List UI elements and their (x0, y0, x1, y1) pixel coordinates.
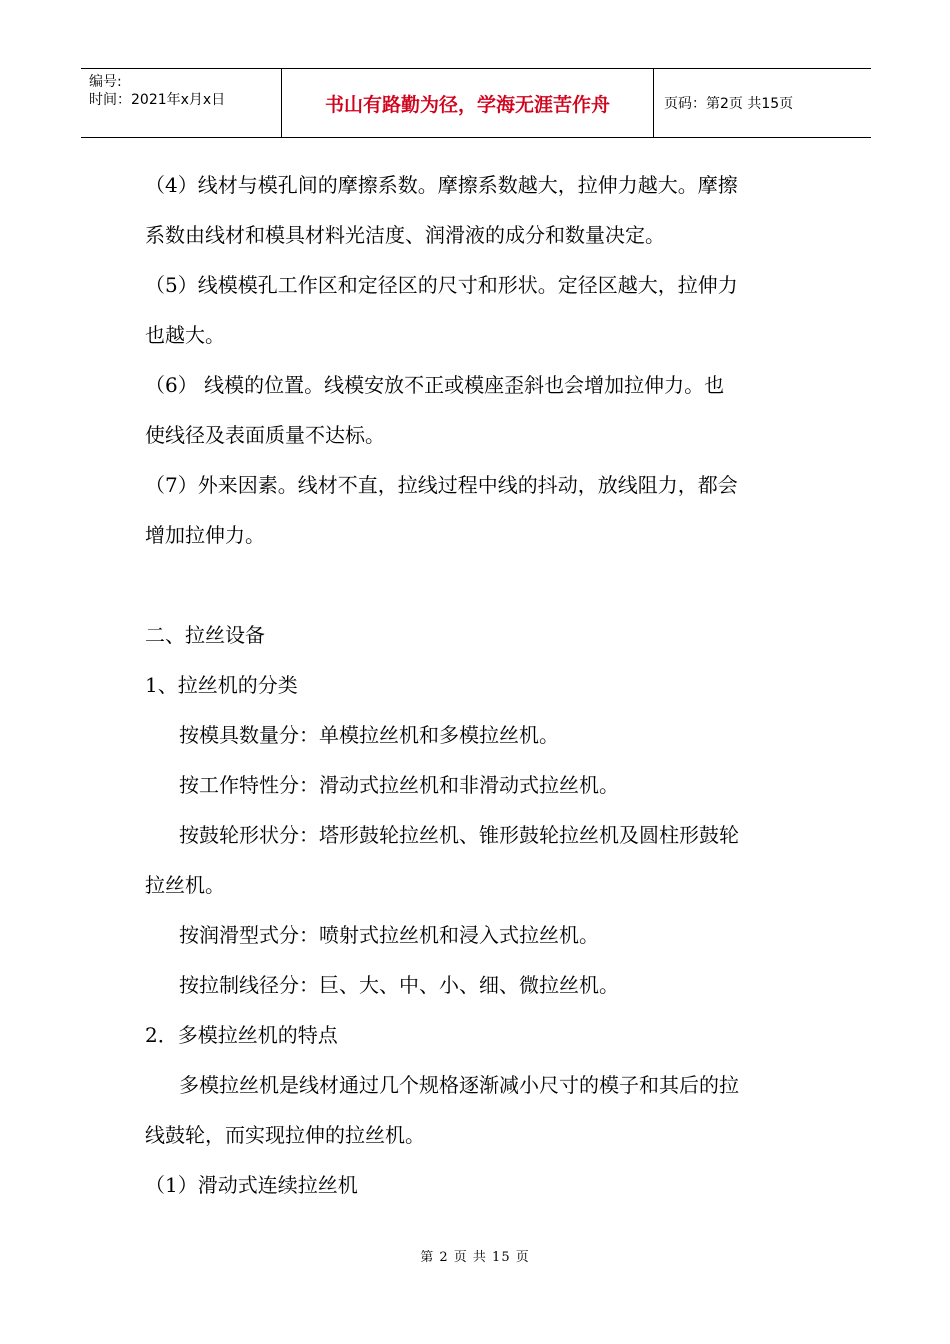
page-footer: 第 2 页 共 15 页 (420, 1250, 530, 1265)
list-heading: （1）滑动式连续拉丝机 (145, 1173, 358, 1197)
subsection-heading: 1、拉丝机的分类 (145, 673, 298, 697)
paragraph-line: 拉丝机。 (145, 873, 225, 897)
paragraph-line: （7）外来因素。线材不直，拉线过程中线的抖动，放线阻力，都会 (145, 473, 738, 497)
paragraph-line: 系数由线材和模具材料光洁度、润滑液的成分和数量决定。 (145, 223, 665, 247)
paragraph-line: 按润滑型式分：喷射式拉丝机和浸入式拉丝机。 (179, 923, 599, 947)
paragraph-line: （5）线模模孔工作区和定径区的尺寸和形状。定径区越大，拉伸力 (145, 273, 738, 297)
paragraph-line: 按模具数量分：单模拉丝机和多模拉丝机。 (179, 723, 559, 747)
doc-number-label: 编号: (89, 74, 122, 90)
header-page-info: 页码：第2页 共15页 (664, 96, 794, 112)
section-heading: 二、拉丝设备 (145, 623, 265, 647)
doc-time-label: 时间：2021年x月x日 (89, 92, 226, 108)
document-body (145, 160, 810, 1210)
subsection-heading: 2．多模拉丝机的特点 (145, 1023, 338, 1047)
paragraph-line: 也越大。 (145, 323, 225, 347)
paragraph-line: 多模拉丝机是线材通过几个规格逐渐减小尺寸的模子和其后的拉 (179, 1073, 739, 1097)
paragraph-line: （6） 线模的位置。线模安放不正或模座歪斜也会增加拉伸力。也 (145, 373, 725, 397)
blank-line (145, 560, 810, 610)
paragraph-line: 按鼓轮形状分：塔形鼓轮拉丝机、锥形鼓轮拉丝机及圆柱形鼓轮 (179, 823, 739, 847)
paragraph-line: 使线径及表面质量不达标。 (145, 423, 385, 447)
paragraph-line: 按拉制线径分：巨、大、中、小、细、微拉丝机。 (179, 973, 619, 997)
paragraph-line: （4）线材与模孔间的摩擦系数。摩擦系数越大，拉伸力越大。摩擦 (145, 173, 738, 197)
header-motto: 书山有路勤为径，学海无涯苦作舟 (282, 69, 654, 137)
header-meta (81, 69, 282, 137)
document-header (81, 68, 871, 138)
paragraph-line: 增加拉伸力。 (145, 523, 265, 547)
paragraph-line: 按工作特性分：滑动式拉丝机和非滑动式拉丝机。 (179, 773, 619, 797)
paragraph-line: 线鼓轮，而实现拉伸的拉丝机。 (145, 1123, 425, 1147)
